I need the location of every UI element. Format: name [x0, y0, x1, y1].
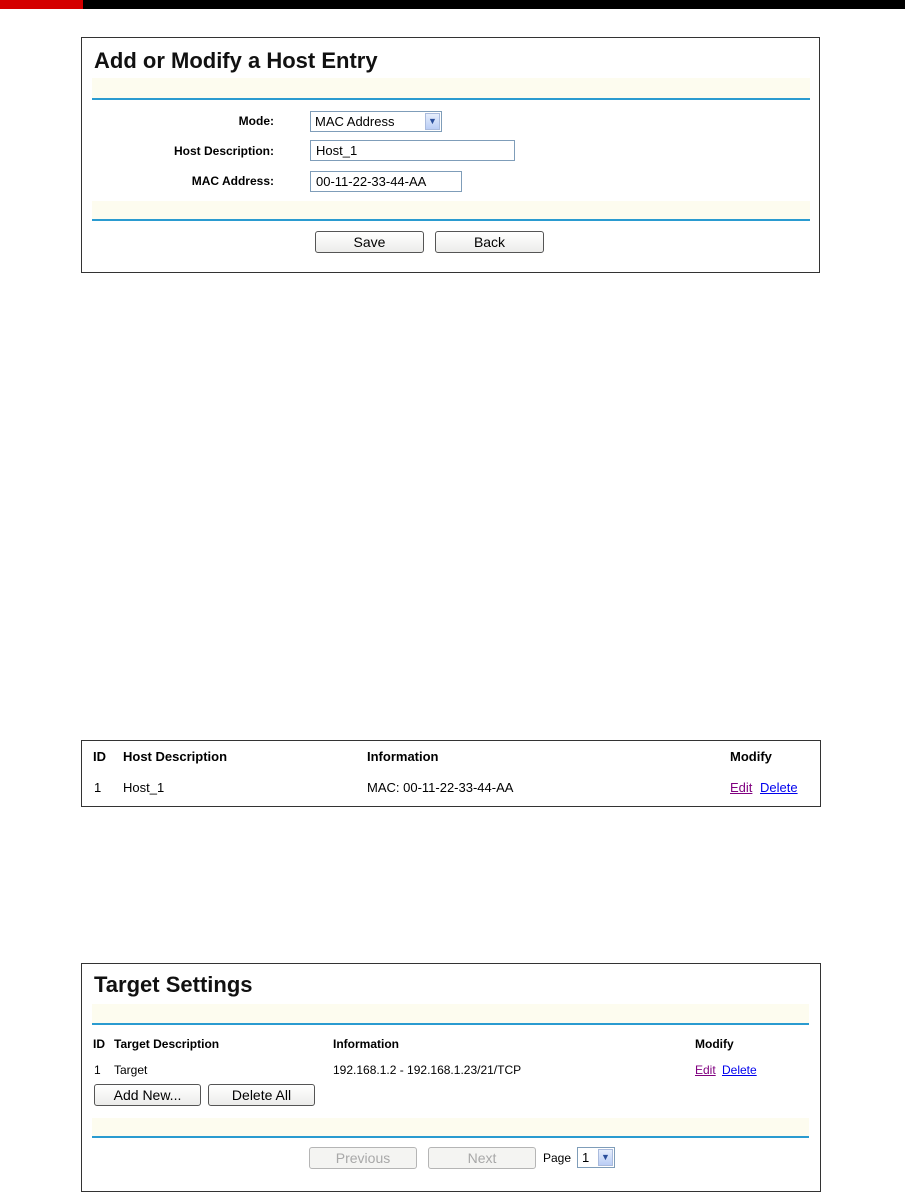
- page-select[interactable]: [577, 1147, 615, 1168]
- top-bar-accent: [0, 0, 83, 9]
- edit-link[interactable]: Edit: [695, 1063, 716, 1077]
- column-header-modify: Modify: [695, 1037, 734, 1051]
- column-header-target-description: Target Description: [114, 1037, 220, 1051]
- delete-link[interactable]: Delete: [722, 1063, 757, 1077]
- mac-address-input[interactable]: 00-11-22-33-44-AA: [310, 171, 462, 192]
- row-id: 1: [94, 1063, 101, 1077]
- divider: [92, 1136, 809, 1138]
- column-header-host-description: Host Description: [123, 749, 228, 764]
- previous-button[interactable]: Previous: [309, 1147, 417, 1169]
- chevron-down-icon[interactable]: ▼: [598, 1149, 613, 1166]
- column-header-information: Information: [367, 749, 439, 764]
- row-target-description: Target: [114, 1063, 148, 1077]
- panel-title: Add or Modify a Host Entry: [94, 48, 378, 73]
- host-entry-panel: [81, 37, 820, 273]
- delete-link[interactable]: Delete: [760, 780, 798, 795]
- host-table: [81, 740, 821, 807]
- mode-select-value: MAC Address: [315, 114, 395, 129]
- column-header-modify: Modify: [730, 749, 772, 764]
- column-header-information: Information: [333, 1037, 399, 1051]
- row-host-description: Host_1: [123, 780, 165, 795]
- save-button[interactable]: Save: [315, 231, 424, 253]
- add-new-button[interactable]: Add New...: [94, 1084, 201, 1106]
- divider: [92, 219, 810, 221]
- column-header-id: ID: [93, 749, 106, 764]
- column-header-id: ID: [93, 1037, 105, 1051]
- top-bar: [0, 0, 905, 9]
- chevron-down-icon[interactable]: ▼: [425, 113, 440, 130]
- mac-address-label: MAC Address:: [191, 174, 274, 188]
- footer-strip: [92, 1118, 809, 1136]
- next-button[interactable]: Next: [428, 1147, 536, 1169]
- page-label: Page: [543, 1151, 572, 1165]
- divider: [92, 98, 810, 100]
- host-description-input[interactable]: Host_1: [310, 140, 515, 161]
- header-strip: [92, 1004, 809, 1023]
- delete-all-button[interactable]: Delete All: [208, 1084, 315, 1106]
- host-description-label: Host Description:: [173, 144, 274, 158]
- target-settings-panel: [81, 963, 821, 1192]
- row-id: 1: [94, 780, 102, 795]
- header-strip: [92, 78, 810, 98]
- row-information: 192.168.1.2 - 192.168.1.23/21/TCP: [333, 1063, 522, 1077]
- mode-select[interactable]: [310, 111, 442, 132]
- footer-strip: [92, 201, 810, 219]
- page-select-value: 1: [582, 1150, 590, 1165]
- back-button[interactable]: Back: [435, 231, 544, 253]
- row-information: MAC: 00-11-22-33-44-AA: [367, 780, 514, 795]
- mode-label: Mode:: [238, 114, 274, 128]
- panel-title: Target Settings: [94, 972, 253, 997]
- divider: [92, 1023, 809, 1025]
- edit-link[interactable]: Edit: [730, 780, 753, 795]
